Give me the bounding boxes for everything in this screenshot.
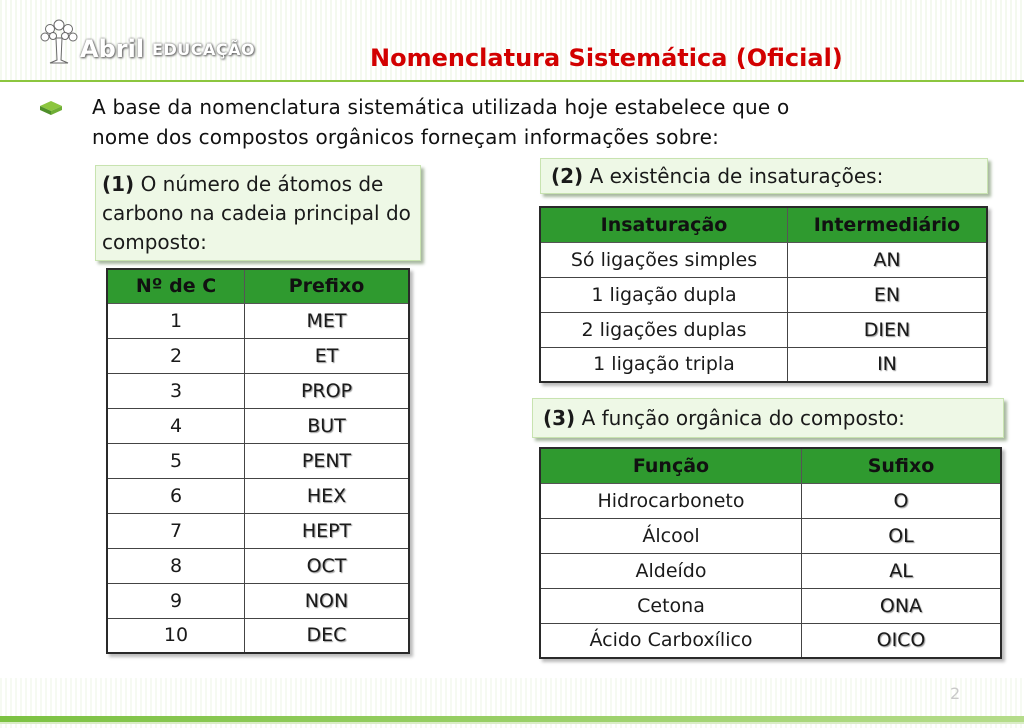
callout-carbon-count xyxy=(95,165,421,261)
callout-text: A função orgânica do composto: xyxy=(581,406,905,430)
table-cell-label: Aldeído xyxy=(540,553,802,588)
bullet-icon xyxy=(40,101,62,115)
column-header: Prefixo xyxy=(245,269,410,303)
table-row xyxy=(540,623,1001,658)
table-cell-label: 8 xyxy=(107,548,245,583)
table-row xyxy=(540,553,1001,588)
callout-text: O número de átomos de carbono na cadeia principal do composto: xyxy=(102,172,411,254)
table-cell-label: 2 xyxy=(107,338,245,373)
table-cell-value: IN xyxy=(788,347,988,382)
table-row xyxy=(107,373,409,408)
table-row xyxy=(107,303,409,338)
callout-function xyxy=(532,398,1004,438)
table-cell-value: MET xyxy=(245,303,410,338)
table-cell-value: EN xyxy=(788,277,988,312)
page-number: 2 xyxy=(950,684,961,703)
column-header: Intermediário xyxy=(788,207,988,242)
column-header: Sufixo xyxy=(802,448,1002,483)
table-cell-value: HEX xyxy=(245,478,410,513)
footer-divider-light xyxy=(0,722,1024,724)
table-cell-label: 1 xyxy=(107,303,245,338)
table-cell-label: 3 xyxy=(107,373,245,408)
callout-text: A existência de insaturações: xyxy=(589,164,884,188)
table-cell-label: 1 ligação dupla xyxy=(540,277,788,312)
table-row xyxy=(107,443,409,478)
table-cell-value: DEC xyxy=(245,618,410,653)
intro-line-1: A base da nomenclatura sistemática utilizada hoje estabelece que o xyxy=(92,95,790,119)
table-row xyxy=(540,347,987,382)
table-cell-value: OICO xyxy=(802,623,1002,658)
table-cell-label: 9 xyxy=(107,583,245,618)
function-suffix-table xyxy=(539,447,1002,659)
table-cell-label: 7 xyxy=(107,513,245,548)
table-row xyxy=(107,548,409,583)
table-row xyxy=(540,242,987,277)
table-cell-value: O xyxy=(802,483,1002,518)
table-cell-label: Só ligações simples xyxy=(540,242,788,277)
table-row xyxy=(540,277,987,312)
column-header: Função xyxy=(540,448,802,483)
table-row xyxy=(540,483,1001,518)
header-divider xyxy=(0,80,1024,82)
table-cell-label: Álcool xyxy=(540,518,802,553)
abril-educacao-logo xyxy=(38,14,255,64)
table-row xyxy=(107,618,409,653)
table-cell-label: 10 xyxy=(107,618,245,653)
table-cell-label: Cetona xyxy=(540,588,802,623)
table-cell-value: ONA xyxy=(802,588,1002,623)
table-cell-label: Hidrocarboneto xyxy=(540,483,802,518)
table-cell-value: HEPT xyxy=(245,513,410,548)
table-row xyxy=(107,583,409,618)
unsaturation-table xyxy=(539,206,988,383)
carbon-prefix-table xyxy=(106,268,410,654)
table-cell-value: AL xyxy=(802,553,1002,588)
table-cell-label: 1 ligação tripla xyxy=(540,347,788,382)
table-row xyxy=(107,513,409,548)
table-cell-value: OCT xyxy=(245,548,410,583)
callout-number: (1) xyxy=(102,172,135,196)
callout-number: (2) xyxy=(551,164,584,188)
table-row xyxy=(107,338,409,373)
table-cell-value: DIEN xyxy=(788,312,988,347)
table-cell-label: 5 xyxy=(107,443,245,478)
table-cell-value: AN xyxy=(788,242,988,277)
table-row xyxy=(540,518,1001,553)
intro-text xyxy=(92,92,972,152)
callout-unsaturation xyxy=(540,158,988,194)
page-title: Nomenclatura Sistemática (Oficial) xyxy=(370,44,843,72)
table-cell-value: PROP xyxy=(245,373,410,408)
table-row xyxy=(107,408,409,443)
table-cell-label: Ácido Carboxílico xyxy=(540,623,802,658)
tree-icon xyxy=(38,16,80,64)
table-cell-value: ET xyxy=(245,338,410,373)
logo-brand: Abril xyxy=(80,35,145,63)
table-cell-value: BUT xyxy=(245,408,410,443)
table-cell-label: 6 xyxy=(107,478,245,513)
table-cell-value: NON xyxy=(245,583,410,618)
table-row xyxy=(540,312,987,347)
column-header: Insaturação xyxy=(540,207,788,242)
intro-line-2: nome dos compostos orgânicos forneçam informações sobre: xyxy=(92,125,720,149)
table-row xyxy=(540,588,1001,623)
table-cell-value: PENT xyxy=(245,443,410,478)
callout-number: (3) xyxy=(543,406,576,430)
table-cell-value: OL xyxy=(802,518,1002,553)
table-cell-label: 4 xyxy=(107,408,245,443)
table-cell-label: 2 ligações duplas xyxy=(540,312,788,347)
table-row xyxy=(107,478,409,513)
logo-sub: EDUCAÇÃO xyxy=(152,40,256,59)
column-header: Nº de C xyxy=(107,269,245,303)
